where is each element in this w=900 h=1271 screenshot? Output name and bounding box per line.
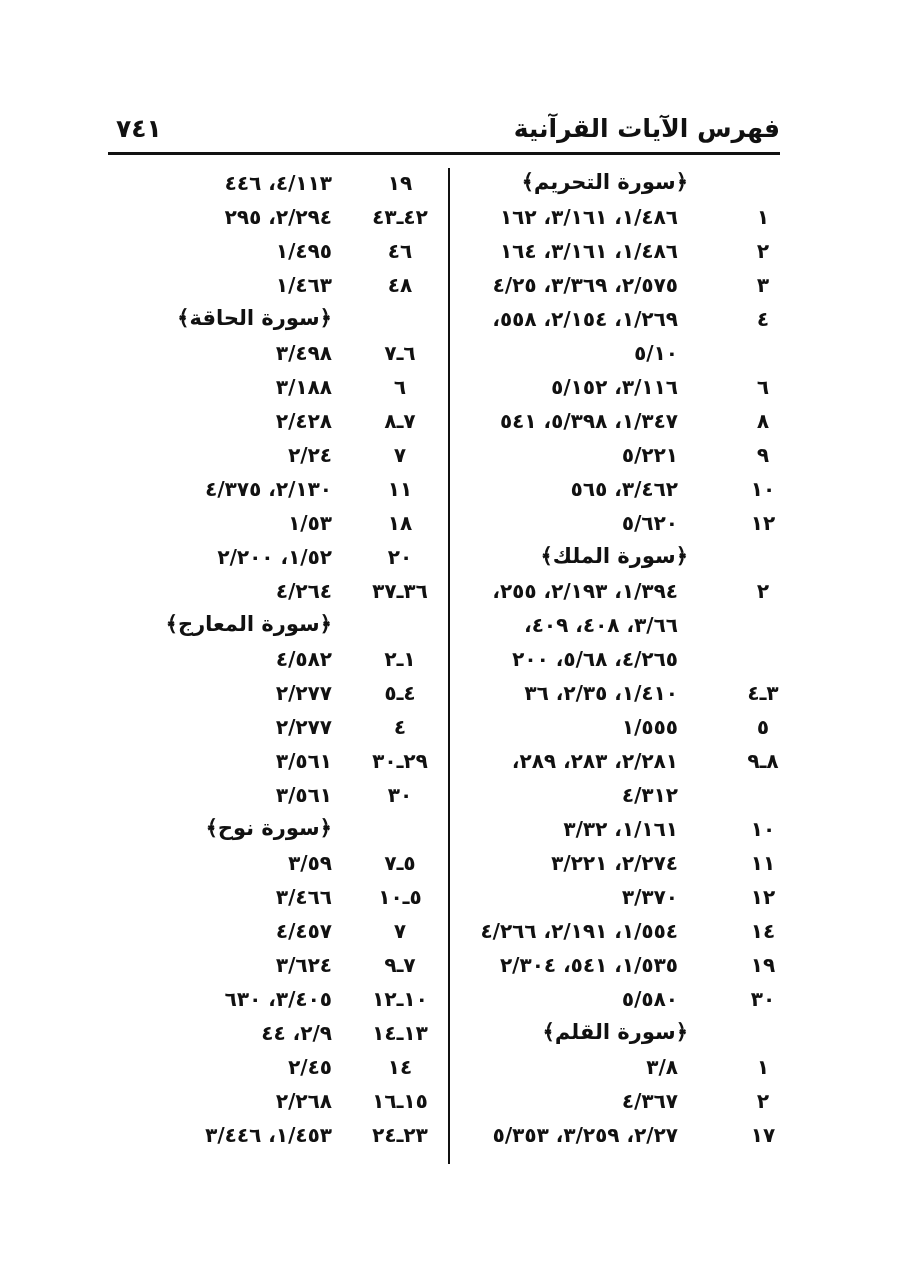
index-entry — [458, 916, 788, 950]
page-references: ٤/٣١٢ — [621, 783, 678, 807]
verse-number: ٦ — [393, 375, 407, 399]
index-entry — [458, 338, 788, 372]
surah-title: ﴿سورة الحاقة﴾ — [177, 306, 332, 330]
index-entry — [108, 576, 440, 610]
page-references: ٣/٦٦، ٤٠٨، ٤٠٩، — [524, 613, 678, 637]
surah-title: ﴿سورة التحريم﴾ — [521, 170, 688, 194]
page-references: ٥/٦٢٠ — [621, 511, 678, 535]
page-references: ١/٤١٠، ٢/٣٥، ٣٦ — [524, 681, 678, 705]
page-references: ٤/٥٨٢ — [275, 647, 332, 671]
page-references: ١/٢٦٩، ٢/١٥٤، ٥٥٨، — [492, 307, 678, 331]
index-entry — [458, 950, 788, 984]
page-references: ٣/٦٢٤ — [275, 953, 332, 977]
page-references: ١/٤٥٣، ٣/٤٤٦ — [205, 1123, 332, 1147]
verse-number: ٣٠ — [387, 783, 413, 807]
verse-number: ٢٣ـ٢٤ — [372, 1123, 428, 1147]
index-entry — [108, 202, 440, 236]
verse-number: ١٥ـ١٦ — [372, 1089, 428, 1113]
index-entry — [458, 304, 788, 338]
surah-heading-row — [458, 168, 788, 202]
index-entry — [458, 508, 788, 542]
index-entry — [458, 746, 788, 780]
page-references: ٢/٤٢٨ — [275, 409, 332, 433]
page-references: ٣/١١٦، ٥/١٥٢ — [551, 375, 678, 399]
index-entry — [458, 814, 788, 848]
verse-number: ٥ـ٧ — [384, 851, 416, 875]
page-references: ٢/٢٨١، ٢٨٣، ٢٨٩، — [511, 749, 678, 773]
page-references: ٣/٥٦١ — [275, 783, 332, 807]
verse-number: ١٨ — [387, 511, 413, 535]
index-entry — [108, 474, 440, 508]
index-entry — [458, 440, 788, 474]
index-entry — [108, 372, 440, 406]
index-entry — [108, 338, 440, 372]
index-entry — [108, 712, 440, 746]
index-entry — [458, 236, 788, 270]
page-references: ٤/٤٥٧ — [275, 919, 332, 943]
page-references: ١/٤٨٦، ٣/١٦١، ١٦٤ — [499, 239, 678, 263]
surah-heading-row — [108, 610, 440, 644]
page-references: ٢/٢٧٧ — [275, 681, 332, 705]
page-references: ١/٥٢، ٢/٢٠٠ — [217, 545, 332, 569]
index-entry — [108, 678, 440, 712]
column-divider — [448, 168, 450, 1164]
verse-number: ٨ — [756, 409, 770, 433]
page-references: ٤/٢٦٤ — [275, 579, 332, 603]
verse-number: ٢٩ـ٣٠ — [372, 749, 428, 773]
verse-number: ٦ — [756, 375, 770, 399]
verse-number: ١١ — [387, 477, 413, 501]
verse-number: ٤٦ — [387, 239, 413, 263]
index-entry — [458, 984, 788, 1018]
index-entry — [108, 1018, 440, 1052]
verse-number: ١٣ـ١٤ — [372, 1021, 428, 1045]
index-entry — [458, 202, 788, 236]
surah-heading-row — [458, 1018, 788, 1052]
verse-number: ١ — [756, 205, 770, 229]
page-header — [108, 108, 780, 155]
verse-number: ١٠ — [750, 477, 776, 501]
verse-number: ٢٠ — [387, 545, 413, 569]
index-entry — [458, 1086, 788, 1120]
index-column-right — [458, 168, 788, 1154]
page-references: ٢/٢٧٧ — [275, 715, 332, 739]
page-references: ٢/٢٦٨ — [275, 1089, 332, 1113]
verse-number: ٧ـ٩ — [384, 953, 416, 977]
index-entry — [108, 644, 440, 678]
index-entry — [108, 1120, 440, 1154]
page-references: ٣/١٨٨ — [275, 375, 332, 399]
page-title: فهرس الآيات القرآنية — [513, 114, 780, 143]
verse-number: ١٩ — [750, 953, 776, 977]
verse-number: ٢ — [756, 579, 770, 603]
surah-heading-row — [108, 814, 440, 848]
page-references: ٥/٥٨٠ — [621, 987, 678, 1011]
page-references: ٣/٤٦٦ — [275, 885, 332, 909]
surah-heading-row — [108, 304, 440, 338]
index-entry — [458, 610, 788, 644]
page-references: ١/٥٥٥ — [621, 715, 678, 739]
page-references: ٤/٣٦٧ — [621, 1089, 678, 1113]
index-entry — [108, 1086, 440, 1120]
verse-number: ٧ — [393, 919, 407, 943]
index-entry — [108, 848, 440, 882]
index-entry — [458, 644, 788, 678]
page-references: ١/٥٣٥، ٥٤١، ٢/٣٠٤ — [499, 953, 678, 977]
index-entry — [458, 406, 788, 440]
verse-number: ٢ — [756, 1089, 770, 1113]
index-entry — [458, 712, 788, 746]
surah-title: ﴿سورة القلم﴾ — [542, 1020, 688, 1044]
index-entry — [458, 882, 788, 916]
verse-number: ١٠ — [750, 817, 776, 841]
verse-number: ٨ـ٩ — [747, 749, 779, 773]
index-entry — [108, 916, 440, 950]
verse-number: ٥ـ١٠ — [378, 885, 422, 909]
index-entry — [108, 882, 440, 916]
verse-number: ١٢ — [750, 885, 776, 909]
page-references: ١/٥٣ — [288, 511, 332, 535]
page-references: ٣/٤٠٥، ٦٣٠ — [224, 987, 332, 1011]
surah-title: ﴿سورة الملك﴾ — [540, 544, 688, 568]
page-references: ١/٤٦٣ — [275, 273, 332, 297]
verse-number: ٢ — [756, 239, 770, 263]
verse-number: ٧ — [393, 443, 407, 467]
page-references: ٢/٢٧٤، ٣/٢٢١ — [551, 851, 678, 875]
index-entry — [458, 576, 788, 610]
verse-number: ١٢ — [750, 511, 776, 535]
index-entry — [108, 780, 440, 814]
verse-number: ٣ـ٤ — [747, 681, 779, 705]
verse-number: ٩ — [756, 443, 770, 467]
surah-heading-row — [458, 542, 788, 576]
page-references: ٣/٥٦١ — [275, 749, 332, 773]
page-references: ١/١٦١، ٣/٣٢ — [563, 817, 678, 841]
surah-title: ﴿سورة نوح﴾ — [205, 816, 332, 840]
page-references: ٣/٥٩ — [288, 851, 332, 875]
verse-number: ٣ — [756, 273, 770, 297]
page-references: ٢/٩، ٤٤ — [261, 1021, 332, 1045]
verse-number: ١٠ـ١٢ — [372, 987, 428, 1011]
index-entry — [458, 848, 788, 882]
verse-number: ٦ـ٧ — [384, 341, 416, 365]
index-entry — [458, 474, 788, 508]
page-number: ٧٤١ — [116, 114, 162, 143]
verse-number: ١٧ — [750, 1123, 776, 1147]
page-references: ١/٣٩٤، ٢/١٩٣، ٢٥٥، — [492, 579, 678, 603]
verse-number: ٤٢ـ٤٣ — [372, 205, 428, 229]
verse-number: ١٤ — [387, 1055, 413, 1079]
index-entry — [108, 542, 440, 576]
page-references: ٣/٣٧٠ — [621, 885, 678, 909]
page-references: ٣/٤٩٨ — [275, 341, 332, 365]
index-entry — [108, 406, 440, 440]
verse-number: ١ — [756, 1055, 770, 1079]
verse-number: ٤ — [393, 715, 407, 739]
verse-number: ٣٦ـ٣٧ — [372, 579, 428, 603]
index-column-left — [108, 168, 440, 1154]
page-references: ٣/٨ — [646, 1055, 678, 1079]
verse-number: ٤ـ٥ — [384, 681, 416, 705]
page-references: ٢/١٣٠، ٤/٣٧٥ — [205, 477, 332, 501]
index-entry — [108, 746, 440, 780]
index-entry — [458, 1052, 788, 1086]
index-entry — [108, 984, 440, 1018]
page-references: ٢/٢٤ — [288, 443, 332, 467]
page-references: ١/٤٨٦، ٣/١٦١، ١٦٢ — [499, 205, 678, 229]
index-entry — [458, 372, 788, 406]
page-references: ١/٤٩٥ — [275, 239, 332, 263]
page-references: ٥/٢٢١ — [621, 443, 678, 467]
index-entry — [458, 1120, 788, 1154]
page-references: ١/٣٤٧، ٥/٣٩٨، ٥٤١ — [499, 409, 678, 433]
index-entry — [458, 678, 788, 712]
page-references: ٤/١١٣، ٤٤٦ — [224, 171, 332, 195]
verse-number: ٥ — [756, 715, 770, 739]
verse-number: ١١ — [750, 851, 776, 875]
index-entry — [108, 950, 440, 984]
verse-number: ٤٨ — [387, 273, 413, 297]
index-entry — [108, 168, 440, 202]
index-entry — [108, 270, 440, 304]
page-references: ٤/٢٦٥، ٥/٦٨، ٢٠٠ — [512, 647, 678, 671]
index-entry — [108, 508, 440, 542]
surah-title: ﴿سورة المعارج﴾ — [165, 612, 332, 636]
verse-number: ١ـ٢ — [384, 647, 416, 671]
verse-number: ١٩ — [387, 171, 413, 195]
page-references: ٢/٤٥ — [288, 1055, 332, 1079]
page-references: ٥/١٠ — [634, 341, 678, 365]
page-references: ٢/٢٧، ٣/٢٥٩، ٥/٣٥٣ — [492, 1123, 678, 1147]
verse-number: ٧ـ٨ — [384, 409, 416, 433]
index-entry — [108, 440, 440, 474]
verse-number: ١٤ — [750, 919, 776, 943]
page-references: ٢/٢٩٤، ٢٩٥ — [224, 205, 332, 229]
verse-number: ٤ — [756, 307, 770, 331]
index-entry — [108, 236, 440, 270]
index-entry — [108, 1052, 440, 1086]
verse-number: ٣٠ — [750, 987, 776, 1011]
index-entry — [458, 270, 788, 304]
index-entry — [458, 780, 788, 814]
page-references: ٣/٤٦٢، ٥٦٥ — [570, 477, 678, 501]
page-references: ٢/٥٧٥، ٣/٣٦٩، ٤/٢٥ — [492, 273, 678, 297]
page-references: ١/٥٥٤، ٢/١٩١، ٤/٢٦٦ — [480, 919, 678, 943]
